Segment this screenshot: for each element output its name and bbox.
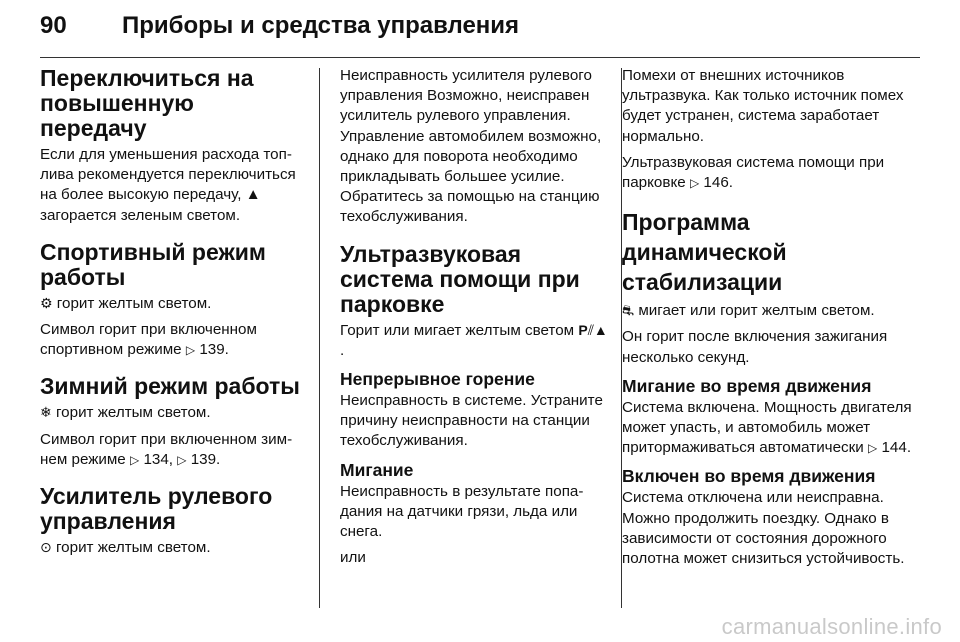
heading-sport-mode: Спортивный режим работы [40, 238, 266, 290]
heading-parking-assist: Ультразвуковая система помощи при парковке [340, 240, 580, 317]
header-divider [40, 57, 920, 58]
column-3 [622, 66, 912, 575]
page-number: 90 [40, 12, 67, 39]
heading-esp-on: Включен во время движения [622, 466, 876, 487]
parking-assist-icon: P⫽▲ [578, 321, 608, 338]
text-steering-1: ⊙ горит желтым светом. [40, 539, 211, 557]
text-winter-2: Символ горит при включенном зимнем режиме ▷ 134, ▷ 139. [40, 430, 305, 470]
text-parking-ref: Ультразвуковая система помощи при парковке ▷ 146. [622, 153, 912, 193]
ref-winter-b[interactable]: 139. [190, 450, 221, 468]
section-title: Приборы и средства управления [122, 12, 520, 39]
page-reference-arrow-icon: ▷ [185, 343, 196, 358]
text-esp-1: ⛐ мигает или горит желтым светом. [622, 302, 875, 320]
text-continuous: Неисправность в системе. Устраните причину неисправности на станции техобслуживания. [340, 392, 603, 450]
column-divider-1 [319, 68, 320, 608]
text-upshift: Если для уменьшения расхода топлива рекомендуется переключиться на более высокую передачу, ▲ загорается зеленым светом. [40, 146, 296, 224]
text-interference: Помехи от внешних источников ультразвука. Как только источник помех будет устранен, система заработает нормально. [622, 67, 904, 145]
text-sport-2: Символ горит при включенном спортивном режиме ▷ 139. [40, 320, 305, 360]
text-flashing: Неисправность в результате попадания на датчики грязи, льда или снега. [340, 482, 584, 541]
page-header [40, 12, 920, 52]
text-esp-flash: Система включена. Мощность двигателя может упасть, и автомобиль может притормаживаться автоматически ▷ 144. [622, 398, 912, 459]
heading-upshift: Переключиться на повышенную передачу [40, 65, 254, 141]
heading-esp-flash: Мигание во время движения [622, 375, 872, 396]
heading-winter-mode: Зимний режим работы [40, 373, 300, 400]
text-sport-1: ⚙ горит желтым светом. [40, 294, 212, 312]
ref-winter-a[interactable]: 134, [143, 450, 174, 468]
column-2 [340, 66, 608, 574]
sport-mode-icon: ⚙ [40, 294, 53, 311]
ref-esp-flash[interactable]: 144. [881, 439, 912, 457]
esp-car-skid-icon: ⛐ [622, 302, 635, 319]
text-steering-fault: Неисправность усилителя рулевого управления Возможно, неисправен усилитель рулевого управления. Управление автомобилем возможно, однако для поворота необходимо прикладывать большее усилие. Обратитесь за помощью на станцию техобслуживания. [340, 67, 602, 226]
heading-power-steering: Усилитель рулевого управления [40, 483, 273, 535]
heading-continuous: Непрерывное горение [340, 369, 535, 390]
heading-esp: Программа динамической стабилизации [622, 209, 787, 296]
column-1 [40, 66, 305, 564]
snowflake-icon: ❄ [40, 404, 52, 421]
ref-sport[interactable]: 139. [199, 341, 229, 359]
steering-wheel-icon: ⊙ [40, 539, 52, 556]
text-winter-1: ❄ горит желтым светом. [40, 404, 211, 422]
heading-flashing: Мигание [340, 459, 414, 480]
page-reference-arrow-icon: ▷ [868, 441, 878, 456]
text-esp-on: Система отключена или неисправна. Можно продолжить поездку. Однако в зависимости от состояния дорожного полотна может снизиться устойчивость. [622, 489, 905, 568]
watermark: carmanualsonline.info [721, 614, 942, 639]
page-reference-arrow-icon: ▷ [689, 176, 700, 191]
text-esp-2: Он горит после включения зажигания несколько секунд. [622, 328, 888, 366]
page-reference-arrow-icon: ▷ [129, 452, 140, 467]
ref-parking[interactable]: 146. [703, 174, 733, 192]
text-or: или [340, 549, 366, 567]
text-parking: Горит или мигает желтым светом P⫽▲. [340, 321, 608, 359]
page-reference-arrow-icon: ▷ [177, 452, 187, 467]
